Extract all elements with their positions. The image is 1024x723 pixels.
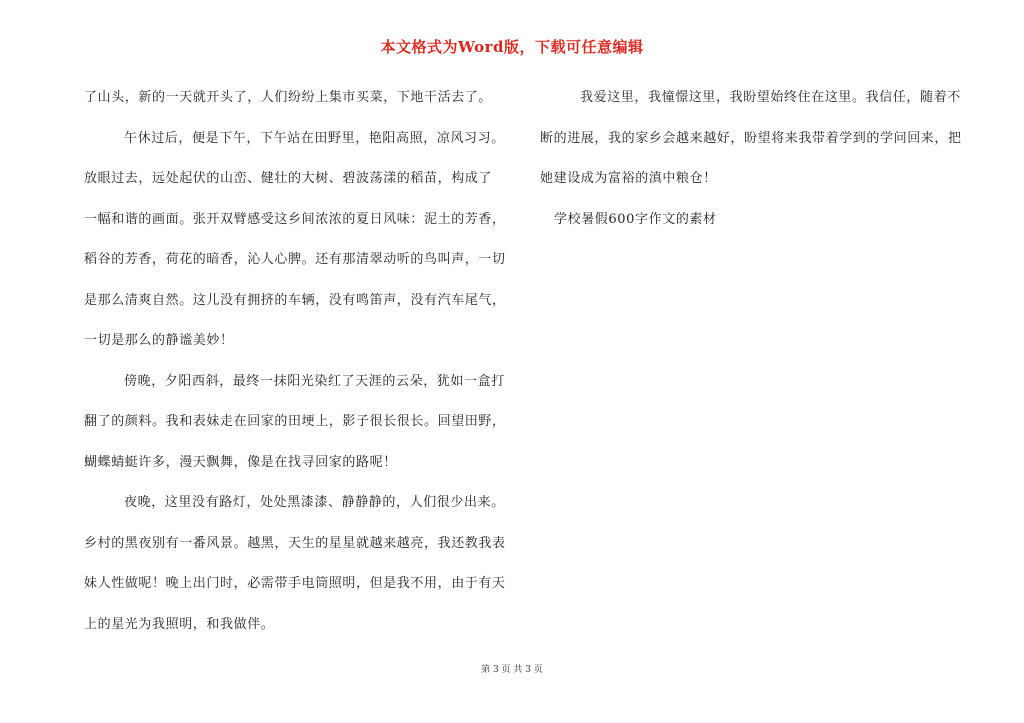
- paragraph-line: 妹人性做呢！晚上出门时，必需带手电筒照明，但是我不用，由于有天: [84, 576, 506, 591]
- paragraph-line: 乡村的黑夜别有一番风景。越黑，天生的星星就越来越亮，我还教我表: [84, 535, 506, 551]
- paragraph-line: 夜晚，这里没有路灯，处处黑漆漆、静静静的，人们很少出来。: [124, 495, 505, 510]
- paragraph-line: 稻谷的芳香，荷花的暗香，沁人心脾。还有那清翠动听的鸟叫声，一切: [84, 252, 506, 267]
- paragraph-line: 了山头，新的一天就开头了，人们纷纷上集市买菜，下地干活去了。: [84, 90, 493, 105]
- page-number: 第 3 页 共 3 页: [481, 665, 543, 675]
- paragraph-line: 午休过后，便是下午，下午站在田野里，艳阳高照，凉风习习。: [124, 130, 505, 146]
- left-column: [84, 78, 514, 645]
- document-banner: 本文格式为Word版，下载可任意编辑: [380, 38, 644, 56]
- paragraph-line: 上的星光为我照明，和我做伴。: [84, 616, 275, 632]
- paragraph-line: 一幅和谐的画面。张开双臂感受这乡间浓浓的夏日风味：泥土的芳香，: [84, 211, 506, 227]
- paragraph-line: 她建设成为富裕的滇中粮仓！: [540, 171, 717, 186]
- paragraph-line: 蝴蝶蜻蜓许多，漫天飘舞，像是在找寻回家的路呢！: [84, 454, 397, 470]
- paragraph-line: 傍晚，夕阳西斜，最终一抹阳光染红了天涯的云朵，犹如一盒打: [124, 373, 505, 389]
- document-subtitle: 学校暑假600字作文的素材: [554, 211, 717, 227]
- paragraph-line: 一切是那么的静谧美妙！: [84, 333, 234, 348]
- right-column: [540, 78, 960, 240]
- paragraph-line: 放眼过去，远处起伏的山峦、健壮的大树、碧波荡漾的稻苗，构成了: [84, 171, 493, 186]
- paragraph-line: 断的进展，我的家乡会越来越好，盼望将来我带着学到的学问回来，把: [540, 130, 962, 146]
- paragraph-line: 我爱这里，我憧憬这里，我盼望始终住在这里。我信任，随着不: [580, 90, 961, 105]
- paragraph-line: 翻了的颜料。我和表妹走在回家的田埂上，影子很长很长。回望田野，: [84, 414, 506, 429]
- paragraph-line: 是那么清爽自然。这儿没有拥挤的车辆，没有鸣笛声，没有汽车尾气，: [84, 292, 506, 308]
